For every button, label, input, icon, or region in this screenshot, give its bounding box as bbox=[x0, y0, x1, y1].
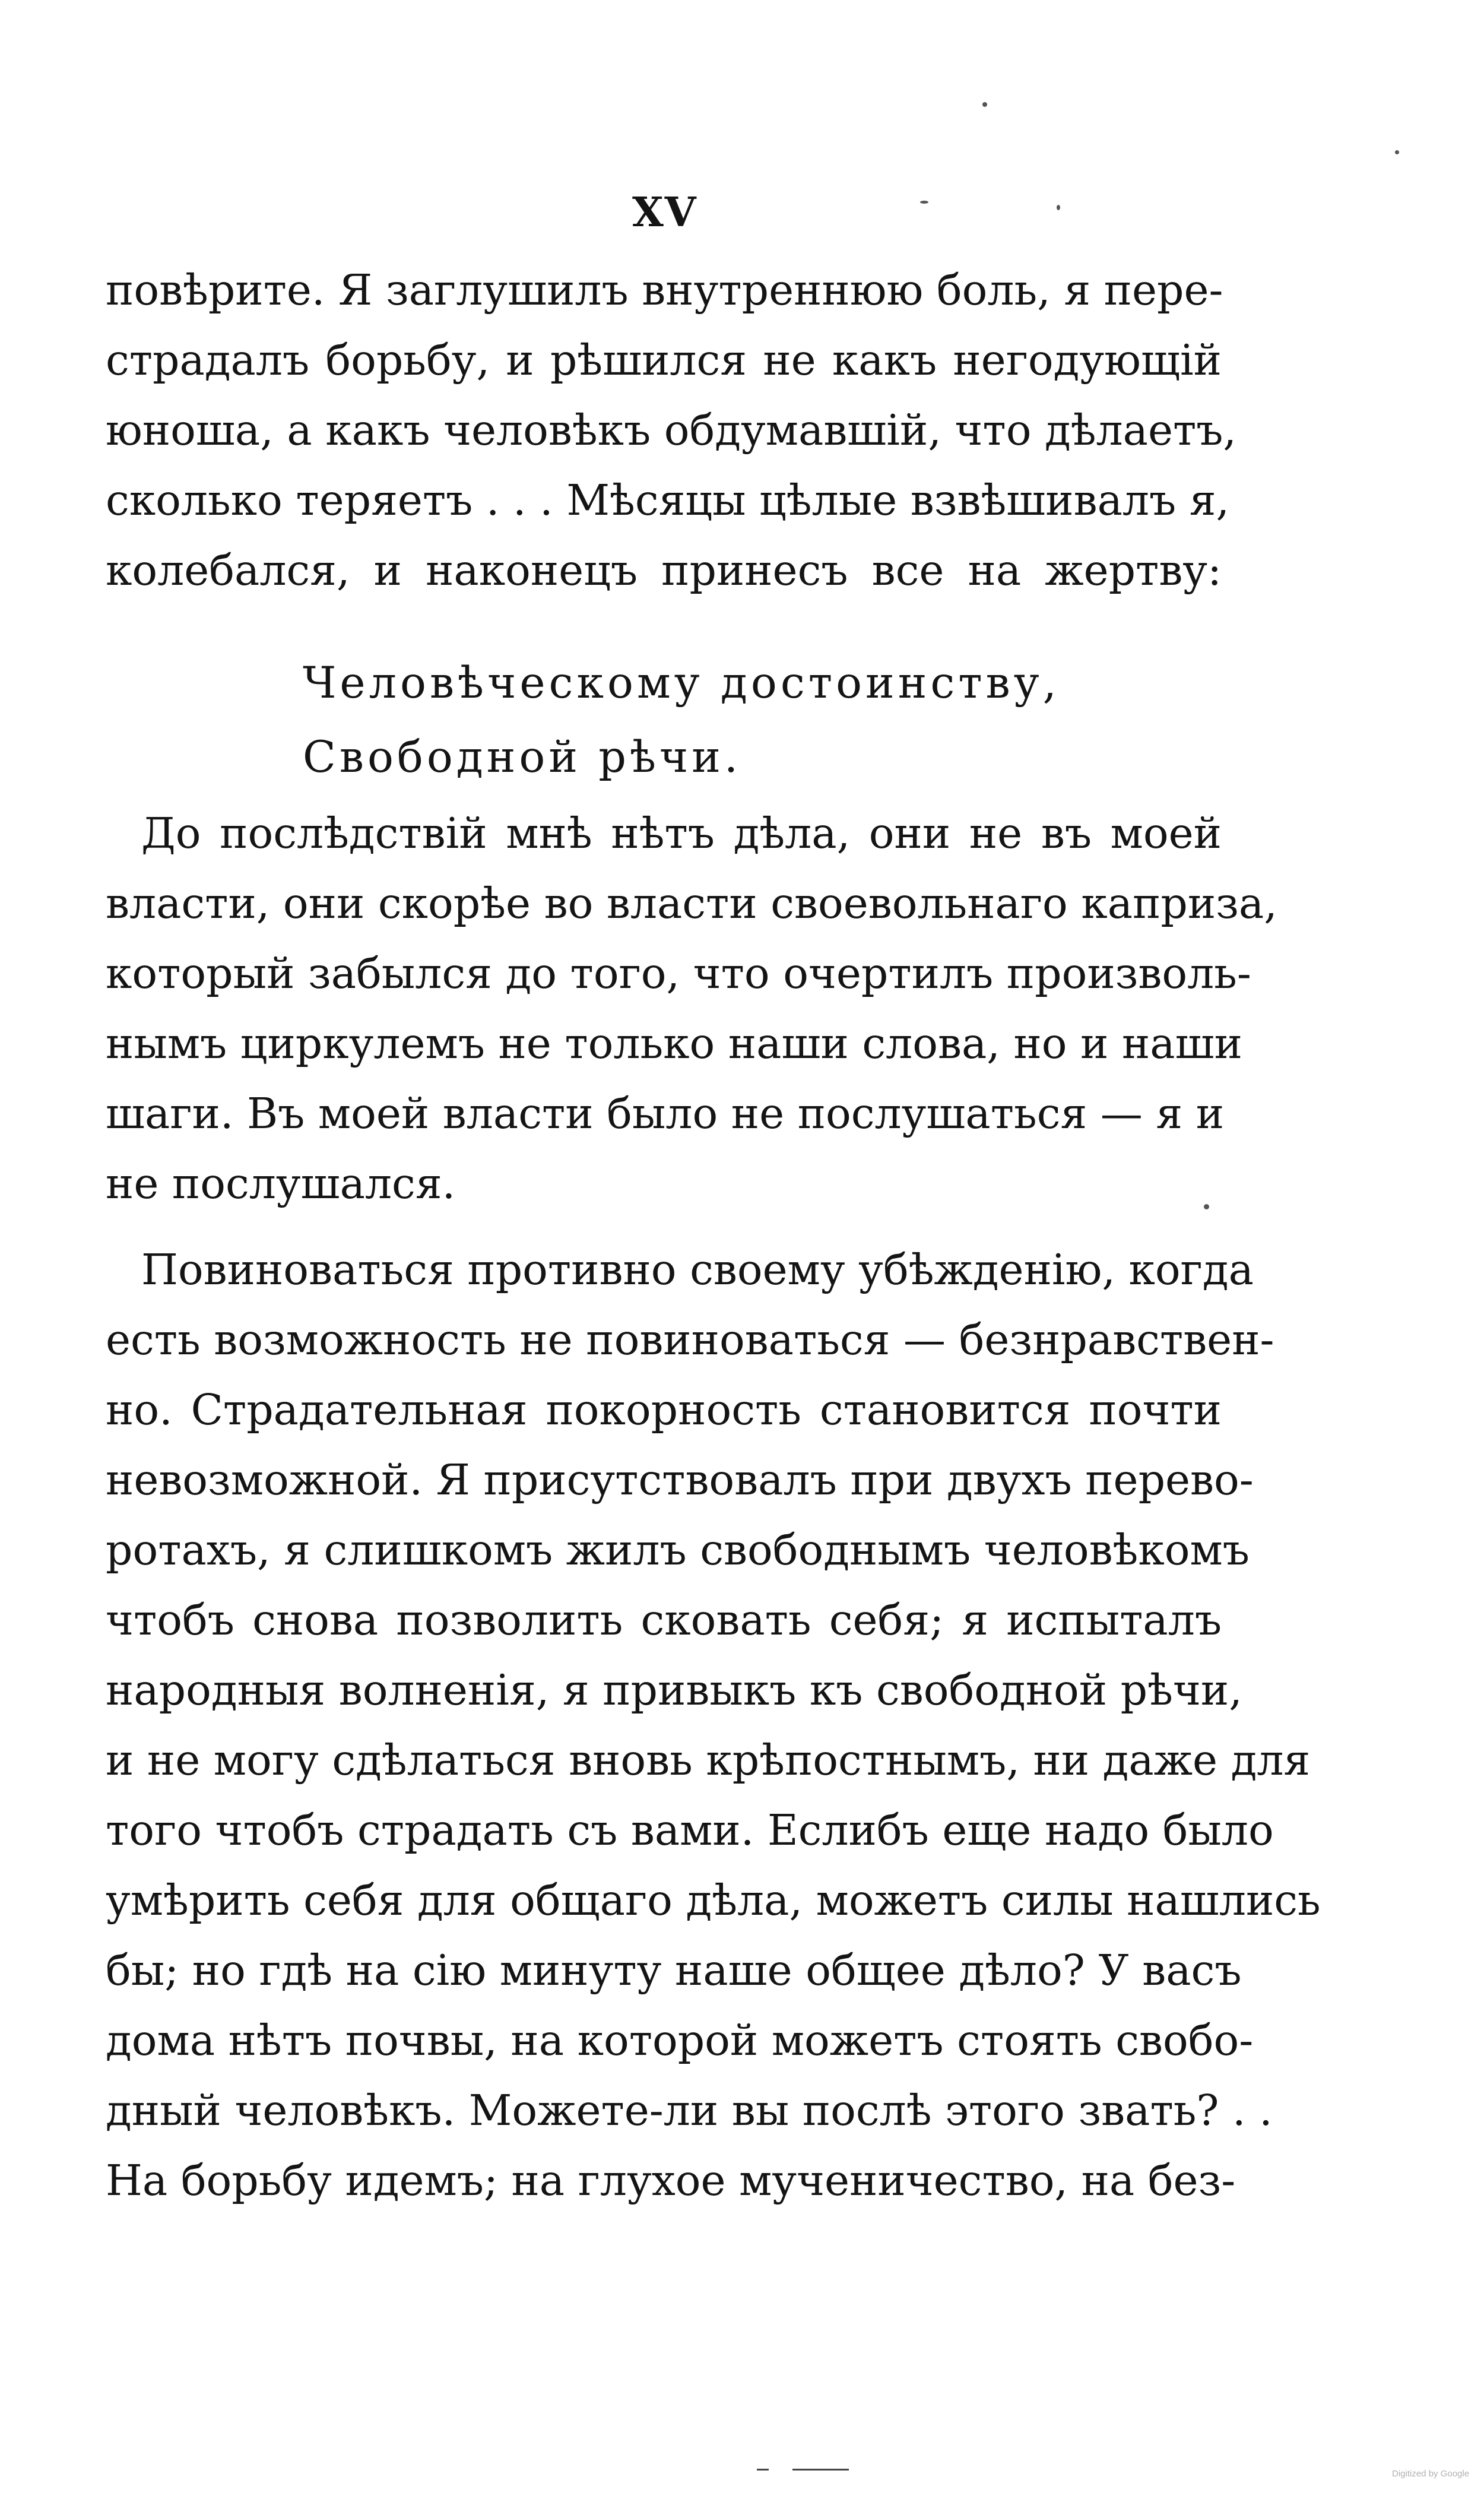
text-line: дома нѣтъ почвы, на которой можетъ стоять свобо- bbox=[106, 2016, 1254, 2065]
text-line: народныя волненія, я привыкъ къ свободной рѣчи, bbox=[106, 1665, 1242, 1715]
bottom-rule bbox=[757, 2469, 769, 2471]
text-line: не послушался. bbox=[106, 1159, 456, 1208]
text-line: страдалъ борьбу, и рѣшился не какъ негодующій bbox=[106, 335, 1222, 385]
bottom-rule bbox=[792, 2469, 849, 2471]
text-line: умѣрить себя для общаго дѣла, можетъ силы нашлись bbox=[106, 1876, 1321, 1925]
text-line: но. Страдательная покорность становится почти bbox=[106, 1385, 1222, 1434]
paragraph-1 bbox=[106, 255, 1237, 606]
text-line: власти, они скорѣе во власти своевольнаго каприза, bbox=[106, 879, 1277, 928]
text-line: колебался, и наконецъ принесъ все на жертву: bbox=[106, 546, 1222, 595]
text-line: юноша, а какъ человѣкъ обдумавшій, что дѣлаетъ, bbox=[106, 406, 1237, 455]
scan-speck bbox=[920, 201, 928, 204]
text-line: нымъ циркулемъ не только наши слова, но и наши bbox=[106, 1019, 1242, 1068]
text-line: того чтобъ страдать съ вами. Еслибъ еще надо было bbox=[106, 1806, 1274, 1855]
text-line: дный человѣкъ. Можете-ли вы послѣ этого звать? . . bbox=[106, 2086, 1273, 2135]
paragraph-2 bbox=[106, 799, 1277, 1219]
text-line: Повиноваться противно своему убѣжденію, когда bbox=[141, 1245, 1254, 1294]
scan-speck bbox=[1395, 150, 1399, 154]
text-line: сколько теряетъ . . . Мѣсяцы цѣлые взвѣшивалъ я, bbox=[106, 476, 1230, 525]
digitization-watermark: Digitized by Google bbox=[1392, 2469, 1470, 2479]
scan-speck bbox=[1057, 205, 1060, 210]
text-line: шаги. Въ моей власти было не послушаться — я и bbox=[106, 1089, 1225, 1138]
text-line: невозможной. Я присутствовалъ при двухъ перево- bbox=[106, 1455, 1254, 1505]
paragraph-3 bbox=[106, 1235, 1321, 2216]
text-line: До послѣдствій мнѣ нѣтъ дѣла, они не въ моей bbox=[141, 809, 1222, 858]
page-number: XV bbox=[632, 189, 697, 236]
text-line: и не могу сдѣлаться вновь крѣпостнымъ, ни даже для bbox=[106, 1735, 1311, 1785]
epigraph-line: Человѣческому достоинству, bbox=[303, 658, 1060, 708]
text-line: который забылся до того, что очертилъ произволь- bbox=[106, 949, 1251, 998]
text-line: бы; но гдѣ на сію минуту наше общее дѣло? У васъ bbox=[106, 1946, 1242, 1995]
text-line: чтобъ снова позволить сковать себя; я испыталъ bbox=[106, 1595, 1222, 1645]
scan-speck bbox=[982, 102, 987, 107]
text-line: повѣрите. Я заглушилъ внутреннюю боль, я пере- bbox=[106, 265, 1223, 315]
text-line: есть возможность не повиноваться — безнравствен- bbox=[106, 1315, 1274, 1364]
text-line: На борьбу идемъ; на глухое мученичество, на без- bbox=[106, 2156, 1236, 2205]
scan-speck bbox=[1204, 1204, 1209, 1209]
epigraph-line: Свободной рѣчи. bbox=[303, 732, 742, 783]
epigraph bbox=[303, 646, 1134, 794]
text-line: ротахъ, я слишкомъ жилъ свободнымъ человѣкомъ bbox=[106, 1525, 1250, 1575]
